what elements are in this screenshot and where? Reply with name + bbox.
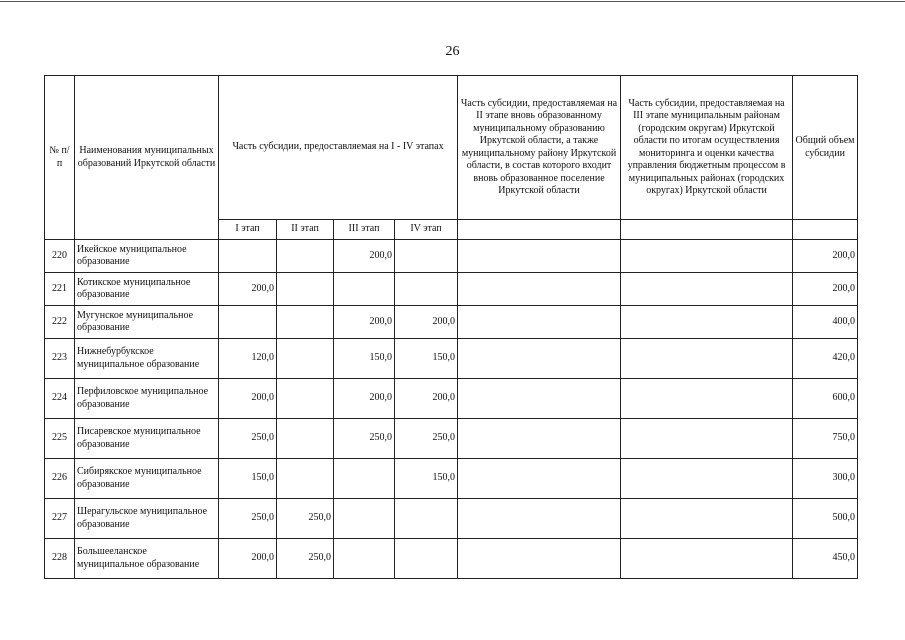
- cell-stage2-new: [458, 539, 621, 579]
- cell-municipality: Перфиловское муниципальное образование: [75, 379, 219, 419]
- cell-stage-4: 250,0: [395, 419, 458, 459]
- cell-stage-1: 200,0: [219, 273, 277, 306]
- cell-municipality: Икейское муниципальное образование: [75, 240, 219, 273]
- cell-num: 227: [45, 499, 75, 539]
- table-body: [45, 240, 858, 579]
- cell-num: 222: [45, 306, 75, 339]
- cell-num: 221: [45, 273, 75, 306]
- cell-stage3-monitoring: [621, 379, 793, 419]
- cell-num: 226: [45, 459, 75, 499]
- cell-municipality: Шерагульское муниципальное образование: [75, 499, 219, 539]
- cell-stage-3: 200,0: [334, 306, 395, 339]
- subheader-blank-8: [793, 220, 858, 240]
- cell-stage-2: [277, 419, 334, 459]
- header-stage2-new: Часть субсидии, предоставляемая на II этапе вновь образованному муниципальному образованию Иркутской области, а также муниципальному району Иркутской области, в состав которого входит вновь образованное поселение Иркутской области: [458, 76, 621, 220]
- header-total: Общий объем субсидии: [793, 76, 858, 220]
- cell-stage3-monitoring: [621, 459, 793, 499]
- cell-stage-3: [334, 273, 395, 306]
- cell-stage3-monitoring: [621, 419, 793, 459]
- table-row: [45, 306, 858, 339]
- header-stage-4: IV этап: [395, 220, 458, 240]
- cell-total: 600,0: [793, 379, 858, 419]
- cell-total: 200,0: [793, 240, 858, 273]
- cell-total: 500,0: [793, 499, 858, 539]
- cell-stage-2: [277, 273, 334, 306]
- table-row: [45, 539, 858, 579]
- cell-stage-4: 200,0: [395, 306, 458, 339]
- header-stage-2: II этап: [277, 220, 334, 240]
- table-row: [45, 240, 858, 273]
- cell-stage-3: [334, 539, 395, 579]
- cell-stage3-monitoring: [621, 306, 793, 339]
- subheader-blank-6: [458, 220, 621, 240]
- cell-municipality: Нижнебурбукское муниципальное образование: [75, 339, 219, 379]
- cell-num: 223: [45, 339, 75, 379]
- cell-stage3-monitoring: [621, 240, 793, 273]
- cell-stage-1: [219, 306, 277, 339]
- header-num: № п/п: [45, 76, 75, 240]
- cell-stage2-new: [458, 240, 621, 273]
- cell-num: 225: [45, 419, 75, 459]
- cell-stage3-monitoring: [621, 539, 793, 579]
- cell-stage-2: 250,0: [277, 499, 334, 539]
- cell-stage-1: 120,0: [219, 339, 277, 379]
- cell-stage2-new: [458, 419, 621, 459]
- cell-stage-4: 150,0: [395, 459, 458, 499]
- header-stage3: Часть субсидии, предоставляемая на III этапе муниципальным районам (городским округам) Иркутской области по итогам осуществления мониторинга и оценки качества управления бюджетным процессом в муниципальных районах (городских округах) Иркутской области: [621, 76, 793, 220]
- cell-stage2-new: [458, 306, 621, 339]
- cell-municipality: Большееланское муниципальное образование: [75, 539, 219, 579]
- subsidy-table: [44, 75, 858, 579]
- table-row: [45, 459, 858, 499]
- cell-num: 220: [45, 240, 75, 273]
- cell-num: 224: [45, 379, 75, 419]
- cell-stage2-new: [458, 273, 621, 306]
- cell-stage-4: [395, 240, 458, 273]
- header-name: Наименования муниципальных образований Иркутской области: [75, 76, 219, 240]
- cell-stage3-monitoring: [621, 499, 793, 539]
- page-number: 26: [445, 44, 460, 59]
- cell-stage-3: 250,0: [334, 419, 395, 459]
- cell-stage-4: 200,0: [395, 379, 458, 419]
- cell-stage-2: [277, 240, 334, 273]
- cell-stage-4: 150,0: [395, 339, 458, 379]
- cell-num: 228: [45, 539, 75, 579]
- cell-stage2-new: [458, 339, 621, 379]
- cell-stage2-new: [458, 499, 621, 539]
- cell-stage-1: [219, 240, 277, 273]
- header-stage-3: III этап: [334, 220, 395, 240]
- table-row: [45, 379, 858, 419]
- header-stages-group: Часть субсидии, предоставляемая на I - IV этапах: [219, 76, 458, 220]
- cell-stage-2: [277, 379, 334, 419]
- cell-total: 300,0: [793, 459, 858, 499]
- cell-stage-4: [395, 539, 458, 579]
- cell-total: 400,0: [793, 306, 858, 339]
- cell-total: 750,0: [793, 419, 858, 459]
- scan-top-rule: [0, 1, 905, 2]
- cell-total: 200,0: [793, 273, 858, 306]
- subheader-blank-7: [621, 220, 793, 240]
- cell-municipality: Сибирякское муниципальное образование: [75, 459, 219, 499]
- cell-stage-3: 150,0: [334, 339, 395, 379]
- header-row: [45, 76, 858, 220]
- cell-stage-3: [334, 459, 395, 499]
- cell-stage-3: 200,0: [334, 379, 395, 419]
- cell-municipality: Писаревское муниципальное образование: [75, 419, 219, 459]
- cell-total: 450,0: [793, 539, 858, 579]
- table-row: [45, 273, 858, 306]
- cell-stage-1: 200,0: [219, 379, 277, 419]
- cell-stage-4: [395, 273, 458, 306]
- cell-stage-1: 250,0: [219, 499, 277, 539]
- cell-stage2-new: [458, 459, 621, 499]
- cell-total: 420,0: [793, 339, 858, 379]
- cell-stage-4: [395, 499, 458, 539]
- cell-stage-3: 200,0: [334, 240, 395, 273]
- cell-stage3-monitoring: [621, 339, 793, 379]
- cell-stage2-new: [458, 379, 621, 419]
- table-row: [45, 419, 858, 459]
- cell-stage-2: [277, 339, 334, 379]
- cell-stage-3: [334, 499, 395, 539]
- cell-stage-2: 250,0: [277, 539, 334, 579]
- cell-stage-2: [277, 459, 334, 499]
- cell-stage-1: 150,0: [219, 459, 277, 499]
- header-stage-1: I этап: [219, 220, 277, 240]
- table-row: [45, 499, 858, 539]
- cell-stage-1: 250,0: [219, 419, 277, 459]
- cell-stage-1: 200,0: [219, 539, 277, 579]
- cell-municipality: Мугунское муниципальное образование: [75, 306, 219, 339]
- cell-stage-2: [277, 306, 334, 339]
- cell-municipality: Котикское муниципальное образование: [75, 273, 219, 306]
- cell-stage3-monitoring: [621, 273, 793, 306]
- table-row: [45, 339, 858, 379]
